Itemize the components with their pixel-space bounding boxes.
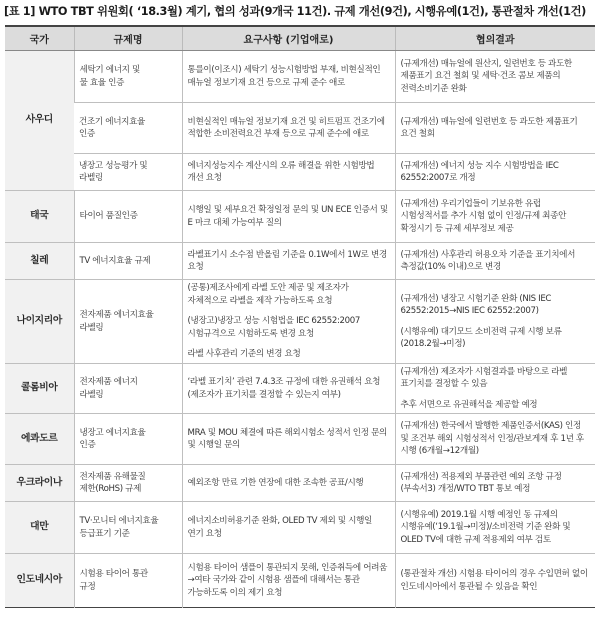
table-row bbox=[5, 502, 595, 554]
table-header-row bbox=[5, 26, 595, 51]
header-request: 요구사항 (기업애로) bbox=[182, 26, 395, 51]
table-row bbox=[5, 554, 595, 608]
regulation-cell bbox=[74, 280, 182, 364]
table-row bbox=[5, 243, 595, 280]
country-cell: 콜롬비아 bbox=[5, 364, 74, 414]
table-row bbox=[5, 154, 595, 191]
request-cell: 시험용 타이어 샘플이 통관되지 못해, 인증취득에 어려움→여타 국가와 같이 시험용 샘플에 대해서는 통관 가능하도록 이의 제기 요청 bbox=[182, 554, 395, 608]
regulation-cell bbox=[74, 554, 182, 608]
request-cell: 예외조항 만료 기한 연장에 대한 조속한 공표/시행 bbox=[182, 465, 395, 502]
cell-line: 인증 bbox=[79, 129, 95, 139]
country-cell: 칠레 bbox=[5, 243, 74, 280]
cell-line: 추후 서면으로 유권해석을 제공할 예정 bbox=[400, 399, 538, 410]
cell-line: (공통)제조사에게 라벨 도안 제공 및 제조자가 자체적으로 라벨을 제작 가능하도록 요청 bbox=[187, 283, 349, 306]
country-cell: 대만 bbox=[5, 502, 74, 554]
header-country: 국가 bbox=[5, 26, 74, 51]
cell-line: 시험용 타이어 통관 bbox=[79, 569, 148, 579]
cell-line: 라벨링 bbox=[79, 173, 103, 183]
table-row bbox=[5, 414, 595, 465]
request-cell: 라벨표기시 소수점 반올림 기준을 0.1W에서 1W로 변경 요청 bbox=[182, 243, 395, 280]
cell-line: (냉장고)냉장고 성능 시험법을 IEC 62552:2007 시험규격으로 시험하도록 변경 요청 bbox=[187, 316, 360, 339]
tbt-consultation-table bbox=[5, 25, 595, 608]
result-cell bbox=[395, 280, 595, 364]
request-cell: 통를이(이조시) 세탁기 성능시험방법 부재, 비현실적인 매뉴얼 정보기재 요건 등으로 규제 준수 애로 bbox=[182, 51, 395, 103]
cell-line: TV·모니터 에너지효율 bbox=[79, 516, 159, 526]
result-cell: (규제개선) 에너지 성능 지수 시험방법을 IEC 62552:2007로 개정 bbox=[395, 154, 595, 191]
request-cell: MRA 및 MOU 체결에 따른 해외시험소 성적서 인정 문의 및 시행일 문의 bbox=[182, 414, 395, 465]
result-cell: (규제개선) 사후관리 허용오차 기준을 표기치에서 측정값(10% 이내)으로 변경 bbox=[395, 243, 595, 280]
result-cell: (시행유예) 2019.1월 시행 예정인 동 규제의 시행유예(‘19.1월→미정)/소비전력 기준 완화 및 OLED TV에 대한 규제 적용제외 여부 검토 bbox=[395, 502, 595, 554]
result-cell bbox=[395, 364, 595, 414]
regulation-cell bbox=[74, 154, 182, 191]
table-row bbox=[5, 280, 595, 364]
request-cell: 에너지소비허용기준 완화, OLED TV 제외 및 시행일 연기 요청 bbox=[182, 502, 395, 554]
cell-line: 건조기 에너지효율 bbox=[79, 116, 145, 127]
country-cell: 인도네시아 bbox=[5, 554, 74, 608]
table-row bbox=[5, 465, 595, 502]
header-regulation: 규제명 bbox=[74, 26, 182, 51]
cell-line: (규제개선) 제조자가 시험결과를 바탕으로 라벨 표기치를 결정할 수 있음 bbox=[400, 366, 568, 390]
cell-line: 물 효율 인증 bbox=[79, 77, 125, 88]
regulation-cell bbox=[74, 364, 182, 414]
result-cell: (규제개선) 적용제외 부품관련 예외 조항 규정(부속서3) 개정/WTO TBT 통보 예정 bbox=[395, 465, 595, 502]
regulation-cell: 타이어 품질인증 bbox=[74, 191, 182, 243]
cell-line: 라벨링 bbox=[79, 389, 104, 400]
regulation-cell bbox=[74, 465, 182, 502]
cell-line: 라벨 사후관리 기준의 변경 요청 bbox=[187, 349, 301, 360]
country-cell: 나이지리아 bbox=[5, 280, 74, 364]
result-cell: (통관절차 개선) 시험용 타이어의 경우 수입면허 없이 인도네시아에서 통관될 수 있음을 확인 bbox=[395, 554, 595, 608]
regulation-cell bbox=[74, 103, 182, 154]
cell-line: 규정 bbox=[79, 581, 96, 592]
cell-line: 세탁기 에너지 및 bbox=[79, 65, 140, 75]
country-cell: 에콰도르 bbox=[5, 414, 74, 465]
request-cell: 에너지성능지수 계산시의 오류 해결을 위한 시험방법 개선 요청 bbox=[182, 154, 395, 191]
regulation-cell bbox=[74, 414, 182, 465]
table-caption: [표 1] WTO TBT 위원회( ‘18.3월) 계기, 협의 성과(9개국 11건). 규제 개선(9건), 시행유예(1건), 통관절차 개선(1건) bbox=[4, 5, 586, 18]
result-cell: (규제개선) 한국에서 발행한 제품인증서(KAS) 인정 및 조건부 해외 시험성적서 인정/관보게재 후 1년 후 시행 (6개월→12개월) bbox=[395, 414, 595, 465]
cell-line: 전자제품 에너지효율 bbox=[79, 310, 154, 320]
cell-line: 전자제품 에너지 bbox=[79, 377, 138, 387]
result-cell: (규제개선) 매뉴얼에 원산지, 일련번호 등 과도한 제품표기 요건 철회 및 세탁·건조 콤보 제품의 전력소비기준 완화 bbox=[395, 51, 595, 103]
request-cell bbox=[182, 280, 395, 364]
cell-line: 냉장고 성능평가 및 bbox=[79, 160, 148, 171]
result-cell: (규제개선) 우리기업들이 기보유한 유럽 시험성적서를 추가 시험 없이 인정/규제 최종안 확정시기 등 규제 세부정보 제공 bbox=[395, 191, 595, 243]
country-cell: 우크라이나 bbox=[5, 465, 74, 502]
regulation-cell bbox=[74, 51, 182, 103]
country-cell: 태국 bbox=[5, 191, 74, 243]
request-cell: 시행일 및 세부요건 확정일정 문의 및 UN ECE 인증서 및 E 마크 대체 가능여부 질의 bbox=[182, 191, 395, 243]
table-row bbox=[5, 103, 595, 154]
table-row bbox=[5, 191, 595, 243]
request-cell: ‘라벨 표기치’ 관련 7.4.3조 규정에 대한 유권해석 요청(제조자가 표기치를 결정할 수 있는지 여부) bbox=[182, 364, 395, 414]
cell-line: (시행유예) 대기모드 소비전력 규제 시행 보류(2018.2월→미정) bbox=[400, 326, 562, 349]
table-row bbox=[5, 364, 595, 414]
table-row bbox=[5, 51, 595, 103]
cell-line: 제한(RoHS) 규제 bbox=[79, 484, 142, 494]
result-cell: (규제개선) 매뉴얼에 일련번호 등 과도한 제품표기 요건 철회 bbox=[395, 103, 595, 154]
cell-line: (규제개선) 냉장고 시험기준 완화 (NIS IEC 62552:2015→NIS IEC 62552:2007) bbox=[400, 293, 552, 316]
cell-line: 전자제품 유해물질 bbox=[79, 471, 146, 482]
cell-line: 인증 bbox=[79, 440, 96, 450]
cell-line: 라벨링 bbox=[79, 322, 104, 333]
cell-line: 등급표기 기준 bbox=[79, 528, 130, 539]
request-cell: 비현실적인 매뉴얼 정보기재 요건 및 히트펌프 건조기에 적합한 소비전력요건 부재 등으로 규제 준수에 애로 bbox=[182, 103, 395, 154]
regulation-cell bbox=[74, 502, 182, 554]
regulation-cell: TV 에너지효율 규제 bbox=[74, 243, 182, 280]
country-cell: 사우디 bbox=[5, 51, 74, 191]
cell-line: 냉장고 에너지효율 bbox=[79, 427, 146, 438]
header-result: 협의결과 bbox=[395, 26, 595, 51]
